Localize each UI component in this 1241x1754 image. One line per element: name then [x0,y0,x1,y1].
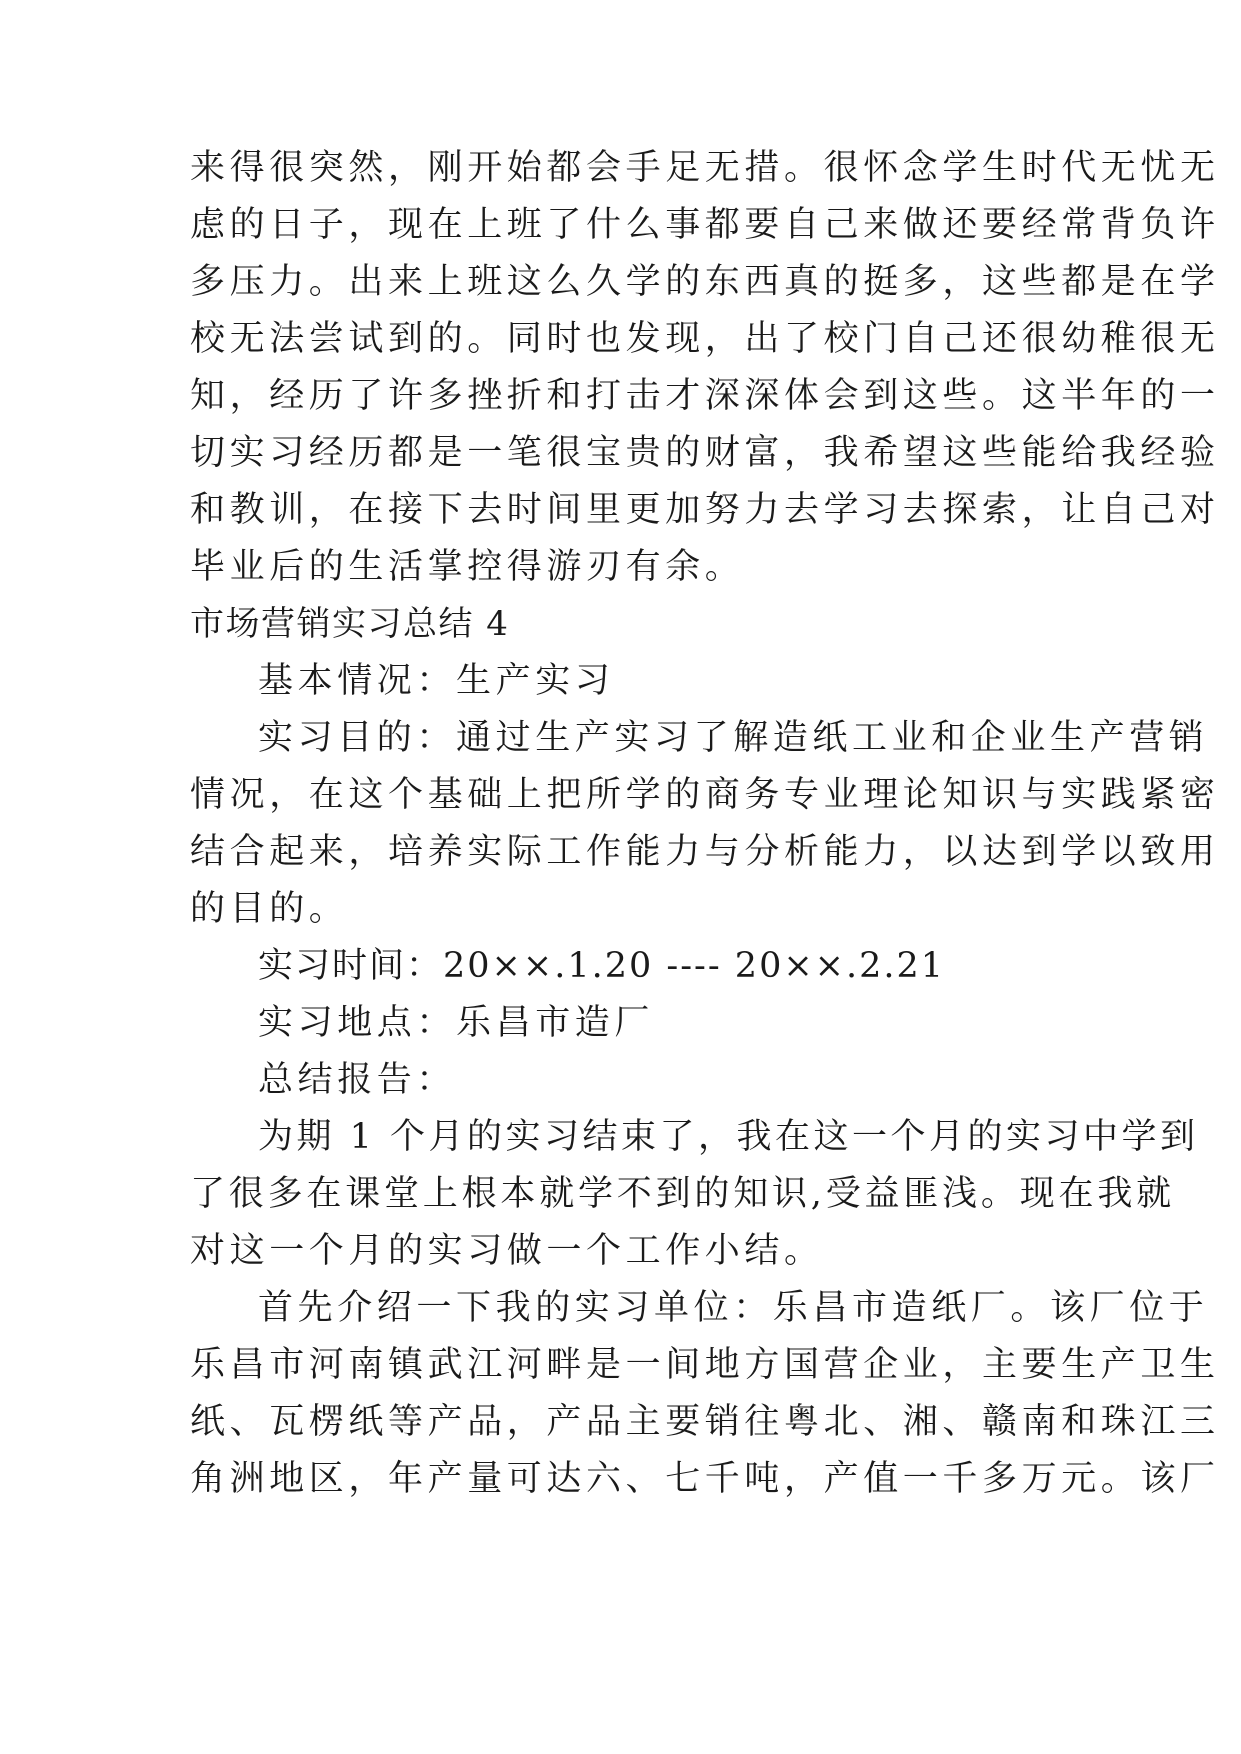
paragraph-line: 多压力。出来上班这么久学的东西真的挺多，这些都是在学 [190,262,1220,302]
report-line: 为期 1 个月的实习结束了，我在这一个月的实习中学到 [258,1117,1199,1157]
purpose-line: 实习目的：通过生产实习了解造纸工业和企业生产营销 [258,718,1209,758]
report-line: 对这一个月的实习做一个工作小结。 [190,1231,824,1271]
paragraph-line: 来得很突然，刚开始都会手足无措。很怀念学生时代无忧无 [190,148,1220,188]
unit-line: 乐昌市河南镇武江河畔是一间地方国营企业，主要生产卫生 [190,1345,1220,1385]
unit-line: 首先介绍一下我的实习单位：乐昌市造纸厂。该厂位于 [258,1288,1209,1328]
paragraph-line: 和教训，在接下去时间里更加努力去学习去探索，让自己对 [190,490,1220,530]
paragraph-line: 切实习经历都是一笔很宝贵的财富，我希望这些能给我经验 [190,433,1220,473]
basic-info-line: 基本情况：生产实习 [258,661,615,701]
purpose-line: 情况，在这个基础上把所学的商务专业理论知识与实践紧密 [190,775,1220,815]
report-heading: 总结报告： [258,1060,457,1100]
paragraph-line: 虑的日子，现在上班了什么事都要自己来做还要经常背负许 [190,205,1220,245]
paragraph-line: 毕业后的生活掌控得游刃有余。 [190,547,745,587]
unit-line: 角洲地区，年产量可达六、七千吨，产值一千多万元。该厂 [190,1459,1220,1499]
unit-line: 纸、瓦楞纸等产品，产品主要销往粤北、湘、赣南和珠江三 [190,1402,1220,1442]
paragraph-line: 知，经历了许多挫折和打击才深深体会到这些。这半年的一 [190,376,1220,416]
section-title: 市场营销实习总结 4 [190,604,510,644]
paragraph-line: 校无法尝试到的。同时也发现，出了校门自己还很幼稚很无 [190,319,1220,359]
location-line: 实习地点：乐昌市造厂 [258,1003,655,1043]
purpose-line: 的目的。 [190,889,349,929]
time-line: 实习时间：20××.1.20 ---- 20××.2.21 [258,946,946,986]
purpose-line: 结合起来，培养实际工作能力与分析能力，以达到学以致用 [190,832,1220,872]
report-line: 了很多在课堂上根本就学不到的知识,受益匪浅。现在我就 [190,1174,1175,1214]
